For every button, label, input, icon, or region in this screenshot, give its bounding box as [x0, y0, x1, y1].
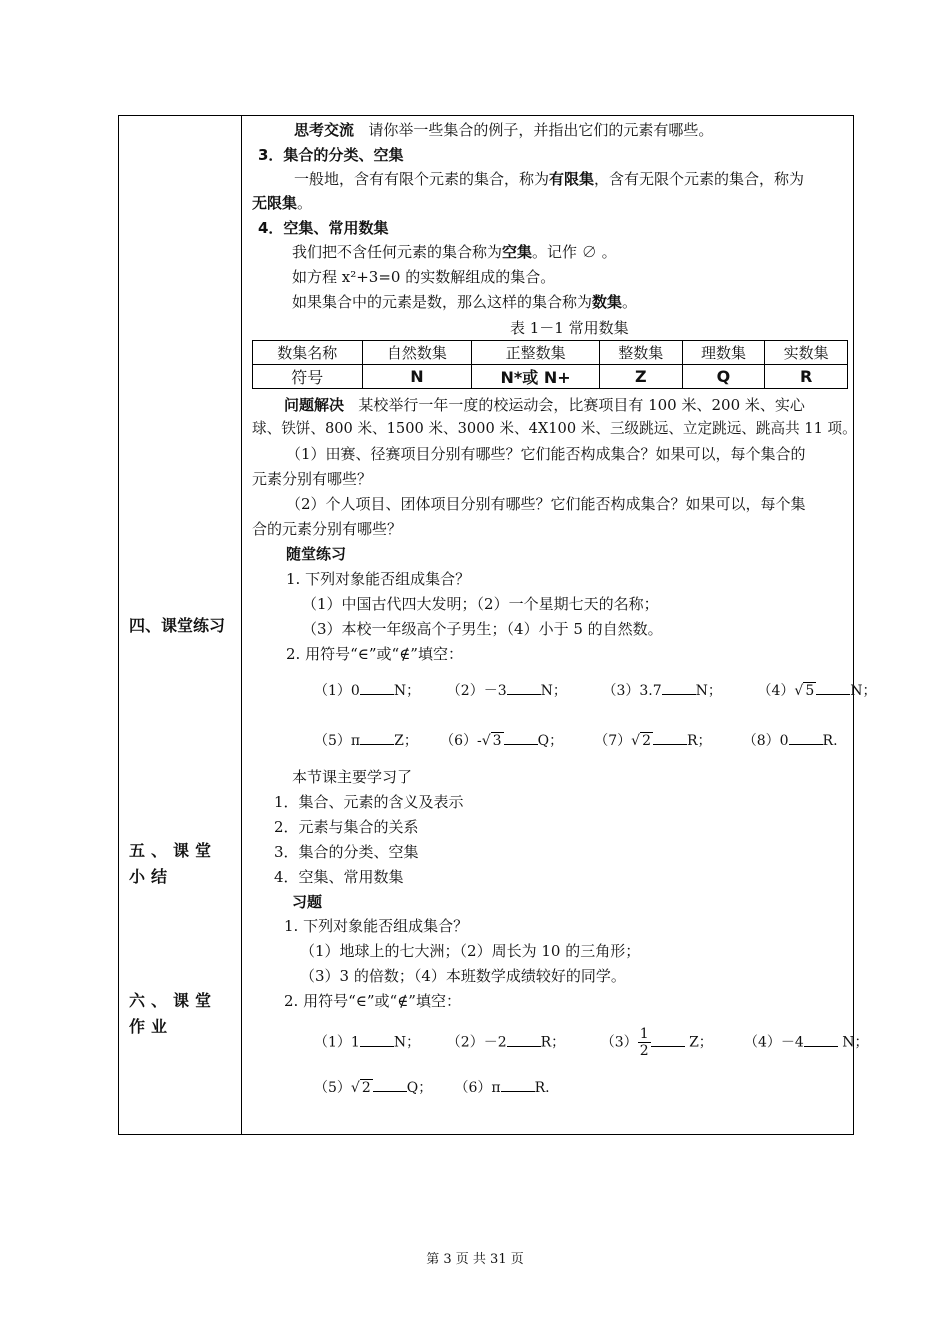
- item-set: Q；: [537, 733, 564, 749]
- answer-blank[interactable]: [653, 730, 687, 745]
- homework-row1: [314, 1026, 868, 1059]
- table-cell: 理数集: [682, 341, 765, 365]
- table-cell: 数集名称: [253, 341, 363, 365]
- table-cell: 整数集: [599, 341, 682, 365]
- table-caption: 表 1－1 常用数集: [510, 319, 629, 337]
- empty-set-text: 我们把不含任何元素的集合称为: [292, 243, 503, 261]
- fraction-numerator: 1: [639, 1026, 649, 1042]
- table-cell: N*或 N+: [472, 365, 600, 389]
- answer-blank[interactable]: [662, 680, 696, 695]
- homework-q1: 1. 下列对象能否组成集合？: [284, 917, 469, 935]
- answer-blank[interactable]: [789, 730, 823, 745]
- homework-q1-items-a: （1）地球上的七大洲；（2）周长为 10 的三角形；: [300, 942, 641, 960]
- para-number-set: [292, 290, 637, 314]
- fraction: [638, 1026, 651, 1059]
- homework-heading: 习题: [292, 893, 323, 911]
- answer-blank[interactable]: [373, 1077, 407, 1092]
- table-cell: N: [362, 365, 472, 389]
- term-number-set: 数集: [592, 293, 623, 311]
- table-cell: 自然数集: [362, 341, 472, 365]
- term-empty-set: 空集: [502, 243, 533, 261]
- practice-q2: 2. 用符号“∈”或“∉”填空：: [286, 645, 463, 663]
- answer-blank[interactable]: [360, 1032, 394, 1047]
- item-label: （5）π: [314, 733, 361, 749]
- practice-q1: 1. 下列对象能否组成集合？: [286, 570, 471, 588]
- item-label: （1）1: [314, 1034, 360, 1051]
- table-header-row: [253, 341, 848, 365]
- item-set: N；: [842, 1034, 869, 1051]
- summary-item: 1．集合、元素的含义及表示: [274, 793, 464, 811]
- table-cell: 正整数集: [472, 341, 600, 365]
- answer-blank[interactable]: [360, 680, 394, 695]
- think-text: 请你举一些集合的例子，并指出它们的元素有哪些。: [368, 121, 714, 139]
- table-symbol-row: [253, 365, 848, 389]
- sqrt-radicand: 3: [492, 733, 502, 749]
- problem-line1: [284, 393, 805, 417]
- question1-line1: （1）田赛、径赛项目分别有哪些？它们能否构成集合？如果可以，每个集合的: [286, 445, 806, 463]
- fraction-denominator: 2: [639, 1043, 649, 1059]
- page-footer: 第 3 页 共 31 页: [426, 1252, 524, 1267]
- item-set: R.: [822, 733, 838, 749]
- item-set: R；: [540, 1034, 566, 1051]
- sqrt-radicand: 2: [361, 1080, 371, 1096]
- para-3-text-e: 。: [297, 194, 313, 212]
- homework-row2: （5）√ 2 Q； （6）π R.: [314, 1076, 550, 1100]
- item-label: （8）0: [742, 733, 789, 749]
- problem-line2: 球、铁饼、800 米、1500 米、3000 米、4X100 米、三级跳远、立定跳远、跳高共 11 项。: [252, 420, 857, 437]
- para-3-line2: [252, 191, 312, 215]
- question2-line1: （2）个人项目、团体项目分别有哪些？它们能否构成集合？如果可以，每个集: [286, 495, 806, 513]
- problem-text: 某校举行一年一度的校运动会，比赛项目有 100 米、200 米、实心: [358, 396, 805, 414]
- item-label: （5）: [314, 1080, 351, 1096]
- item-label: （6）-: [440, 733, 482, 749]
- answer-blank[interactable]: [360, 730, 394, 745]
- item-label: （7）: [594, 733, 632, 749]
- answer-blank[interactable]: [816, 680, 850, 695]
- item-set: N；: [393, 1034, 421, 1051]
- sqrt-radicand: 5: [805, 683, 815, 699]
- table-cell: 符号: [253, 365, 363, 389]
- lesson-table: [118, 115, 877, 1135]
- para-3-line1: [294, 167, 804, 191]
- column-divider: [241, 116, 242, 1134]
- summary-item: 3．集合的分类、空集: [274, 843, 419, 861]
- summary-item: 2．元素与集合的关系: [274, 818, 419, 836]
- item-label: （3）: [600, 1034, 638, 1051]
- term-infinite-set: 无限集: [252, 194, 298, 212]
- heading-4: 4．空集、常用数集: [258, 219, 389, 237]
- think-heading: 思考交流: [294, 121, 355, 139]
- item-set: Z；: [394, 733, 418, 749]
- think-exchange: [294, 118, 713, 142]
- item-label: （2）－3: [446, 683, 507, 699]
- item-set: R.: [534, 1080, 550, 1096]
- practice-q1-items-b: （3）本校一年级高个子男生；（4）小于 5 的自然数。: [302, 620, 663, 638]
- table-cell: 实数集: [765, 341, 848, 365]
- sqrt-radicand: 2: [642, 733, 651, 749]
- item-set: N；: [540, 683, 567, 699]
- section-six-label: 六、课堂作业: [129, 991, 218, 1036]
- practice-q1-items-a: （1）中国古代四大发明；（2）一个星期七天的名称；: [302, 595, 659, 613]
- item-set: Z；: [689, 1034, 713, 1051]
- number-set-text: 如果集合中的元素是数，那么这样的集合称为: [292, 293, 593, 311]
- item-label: （1）0: [314, 683, 360, 699]
- summary-intro: 本节课主要学习了: [292, 768, 413, 786]
- answer-blank[interactable]: [651, 1032, 685, 1047]
- number-set-end: 。: [622, 293, 638, 311]
- term-finite-set: 有限集: [549, 170, 595, 188]
- practice-heading: 随堂练习: [286, 545, 347, 563]
- empty-set-notation: 。记作 ∅ 。: [532, 243, 617, 261]
- practice-row1: （1）0 N； （2）－3 N； （3）3.7 N； （4）√ 5 N；: [314, 679, 877, 703]
- item-set: N；: [695, 683, 722, 699]
- item-set: N；: [393, 683, 421, 699]
- item-set: N；: [850, 683, 877, 699]
- para-3-text-c: ，含有无限个元素的集合，称为: [594, 170, 805, 188]
- item-label: （4）－4: [743, 1034, 804, 1051]
- item-label: （6）π: [454, 1080, 501, 1096]
- para-example: 如方程 x²+3=0 的实数解组成的集合。: [292, 268, 556, 286]
- heading-3: 3．集合的分类、空集: [258, 146, 404, 164]
- question2-line2: 合的元素分别有哪些？: [252, 520, 403, 538]
- item-label: （3）3.7: [602, 683, 662, 699]
- table-cell: Q: [682, 365, 765, 389]
- para-3-text-a: 一般地，含有有限个元素的集合，称为: [294, 170, 550, 188]
- question1-line2: 元素分别有哪些？: [252, 470, 373, 488]
- section-four-label: 四、课堂练习: [129, 616, 226, 635]
- homework-q2: 2. 用符号“∈”或“∉”填空：: [284, 992, 461, 1010]
- table-cell: R: [765, 365, 848, 389]
- section-five-label: 五、课堂小结: [129, 841, 218, 886]
- problem-heading: 问题解决: [284, 396, 345, 414]
- table-cell: Z: [599, 365, 682, 389]
- summary-item: 4．空集、常用数集: [274, 868, 404, 886]
- item-set: Q；: [406, 1080, 433, 1096]
- item-label: （4）: [757, 683, 795, 699]
- homework-q1-items-b: （3）3 的倍数；（4）本班数学成绩较好的同学。: [300, 967, 626, 985]
- item-set: R；: [687, 733, 712, 749]
- item-label: （2）－2: [446, 1034, 507, 1051]
- number-sets-table: [252, 340, 848, 389]
- answer-blank[interactable]: [504, 730, 538, 745]
- para-empty-set: [292, 240, 617, 264]
- answer-blank[interactable]: [507, 680, 541, 695]
- answer-blank[interactable]: [507, 1032, 541, 1047]
- practice-row2: （5）π Z； （6）-√ 3 Q； （7）√ 2 R； （8）0 R.: [314, 729, 838, 753]
- answer-blank[interactable]: [804, 1032, 838, 1047]
- answer-blank[interactable]: [501, 1077, 535, 1092]
